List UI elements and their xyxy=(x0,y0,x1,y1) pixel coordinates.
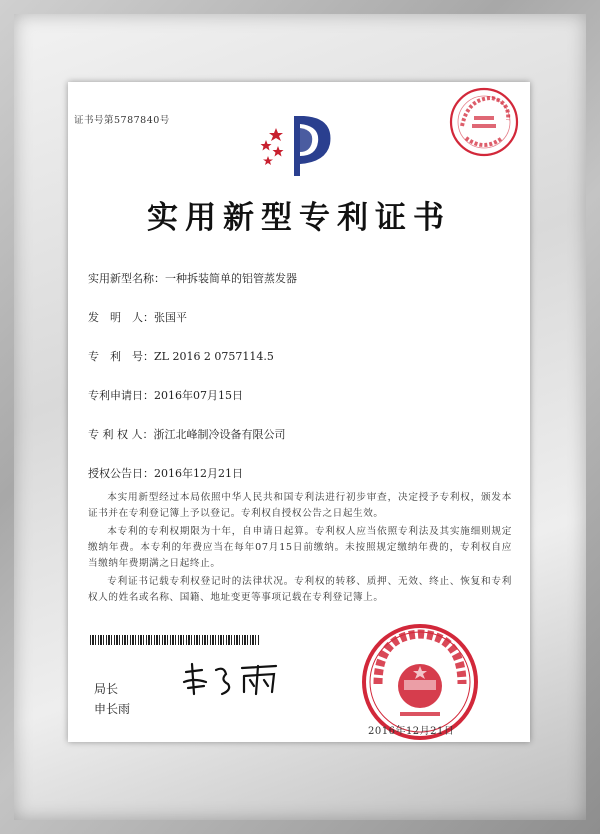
certificate-paper xyxy=(68,82,530,742)
grant-date-label: 授权公告日： xyxy=(88,467,154,480)
inventor-value: 张国平 xyxy=(154,311,187,324)
patent-holder-row xyxy=(88,426,286,442)
certificate-title: 实用新型专利证书 xyxy=(147,200,451,236)
issue-date: 2016年12月21日 xyxy=(368,726,455,737)
filing-date-row xyxy=(88,387,243,403)
utility-name-label: 实用新型名称： xyxy=(88,272,165,285)
paragraph-legal-status: 专利证书记载专利权登记时的法律状况。专利权的转移、质押、无效、终止、恢复和专利权人的姓名或名称、国籍、地址变更等事项记载在专利登记簿上。 xyxy=(88,576,512,604)
agency-seal-icon xyxy=(448,86,520,158)
certificate-number: 证书号第5787840号 xyxy=(74,115,170,126)
patent-number-row xyxy=(88,348,274,364)
patent-holder-value: 浙江北峰制冷设备有限公司 xyxy=(153,428,286,441)
patent-number-value: ZL 2016 2 0757114.5 xyxy=(154,350,274,363)
inventor-label: 发 明 人： xyxy=(88,311,154,324)
sipo-logo-icon xyxy=(256,110,346,180)
paragraph-grant: 本实用新型经过本局依照中华人民共和国专利法进行初步审查，决定授予专利权，颁发本证书并在专利登记簿上予以登记。专利权自授权公告之日起生效。 xyxy=(88,492,512,520)
director-name-label: 申长雨 xyxy=(94,702,131,716)
handwritten-signature-icon xyxy=(180,660,300,700)
barcode xyxy=(90,635,260,645)
filing-date-value: 2016年07月15日 xyxy=(154,389,243,402)
inventor-row xyxy=(88,309,187,325)
patent-number-label: 专 利 号： xyxy=(88,350,154,363)
director-title-label: 局长 xyxy=(94,682,119,696)
filing-date-label: 专利申请日： xyxy=(88,389,154,402)
utility-name-value: 一种拆装简单的铝管蒸发器 xyxy=(165,272,297,285)
patent-holder-label: 专 利 权 人： xyxy=(88,428,154,441)
grant-date-value: 2016年12月21日 xyxy=(154,467,243,480)
grant-date-row xyxy=(88,465,243,481)
utility-name-row xyxy=(88,270,297,286)
paragraph-term: 本专利的专利权期限为十年，自申请日起算。专利权人应当依照专利法及其实施细则规定缴纳年费。本专利的年费应当在每年07月15日前缴纳。未按照规定缴纳年费的，专利权自应当缴纳年费期满之日起终止。 xyxy=(88,526,512,570)
